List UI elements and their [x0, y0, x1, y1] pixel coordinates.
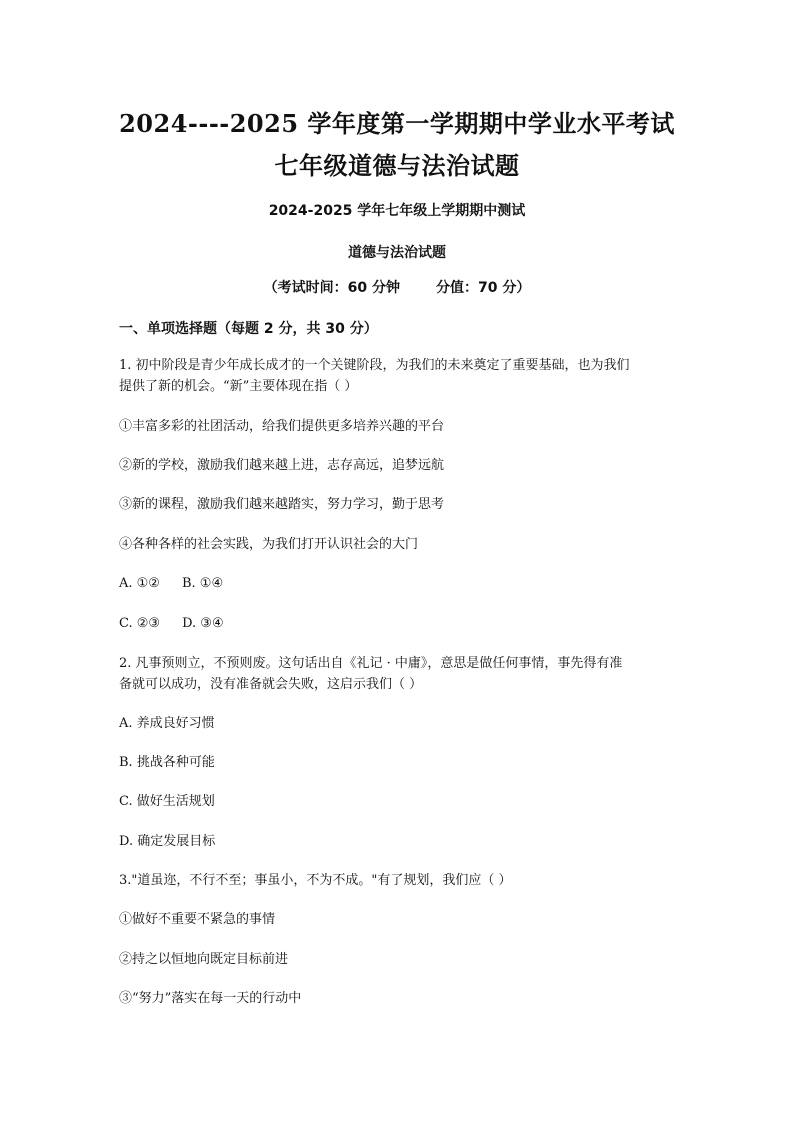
exam-info	[0, 277, 794, 297]
exam-time: （考试时间：60 分钟	[263, 280, 400, 296]
exam-subtitle-line1: 2024-2025 学年七年级上学期期中测试	[268, 203, 526, 219]
q1-options-ab	[119, 574, 679, 594]
q3-item1: ①做好不重要不紧急的事情	[119, 912, 276, 927]
q2-option-a: A. 养成良好习惯	[119, 716, 215, 731]
q1-option-b: B. ①④	[181, 576, 224, 591]
q1-option-d: D. ③④	[182, 616, 224, 631]
q1-stem-line2: 提供了新的机会。“新”主要体现在指（ ）	[119, 379, 358, 394]
q2-option-b: B. 挑战各种可能	[119, 755, 215, 770]
q1-item1: ①丰富多彩的社团活动，给我们提供更多培养兴趣的平台	[119, 419, 445, 434]
q1-stem-line1: 1. 初中阶段是青少年成长成才的一个关键阶段，为我们的未来奠定了重要基础，也为我们	[119, 358, 630, 373]
q1-options-cd	[119, 614, 679, 634]
q3-item2: ②持之以恒地向既定目标前进	[119, 952, 289, 967]
q1-option-a: A. ①②	[119, 576, 160, 591]
section-heading: 一、单项选择题（每题 2 分，共 30 分）	[119, 321, 378, 337]
q1-option-c: C. ②③	[119, 616, 161, 631]
q2-option-d: D. 确定发展目标	[119, 834, 216, 849]
q1-item2: ②新的学校，激励我们越来越上进，志存高远，追梦远航	[119, 458, 445, 473]
q2-stem-line2: 备就可以成功，没有准备就会失败，这启示我们（ ）	[119, 677, 423, 692]
q2-option-c: C. 做好生活规划	[119, 794, 215, 809]
q2-stem-line1: 2. 凡事预则立，不预则废。这句话出自《礼记 · 中庸》，意思是做任何事情，事先得有准	[119, 656, 623, 671]
exam-score: 分值：70 分）	[436, 280, 531, 296]
q1-item4: ④各种各样的社会实践，为我们打开认识社会的大门	[119, 537, 419, 552]
exam-title-line1: 2024----2025 学年度第一学期期中学业水平考试	[119, 109, 675, 138]
exam-title-line2: 七年级道德与法治试题	[274, 151, 520, 180]
q1-item3: ③新的课程，激励我们越来越踏实，努力学习，勤于思考	[119, 497, 445, 512]
exam-subtitle-line2: 道德与法治试题	[348, 245, 446, 261]
q3-item3: ③“努力”落实在每一天的行动中	[119, 991, 302, 1006]
q3-stem: 3."道虽迩，不行不至；事虽小，不为不成。"有了规划，我们应（ ）	[119, 873, 512, 888]
